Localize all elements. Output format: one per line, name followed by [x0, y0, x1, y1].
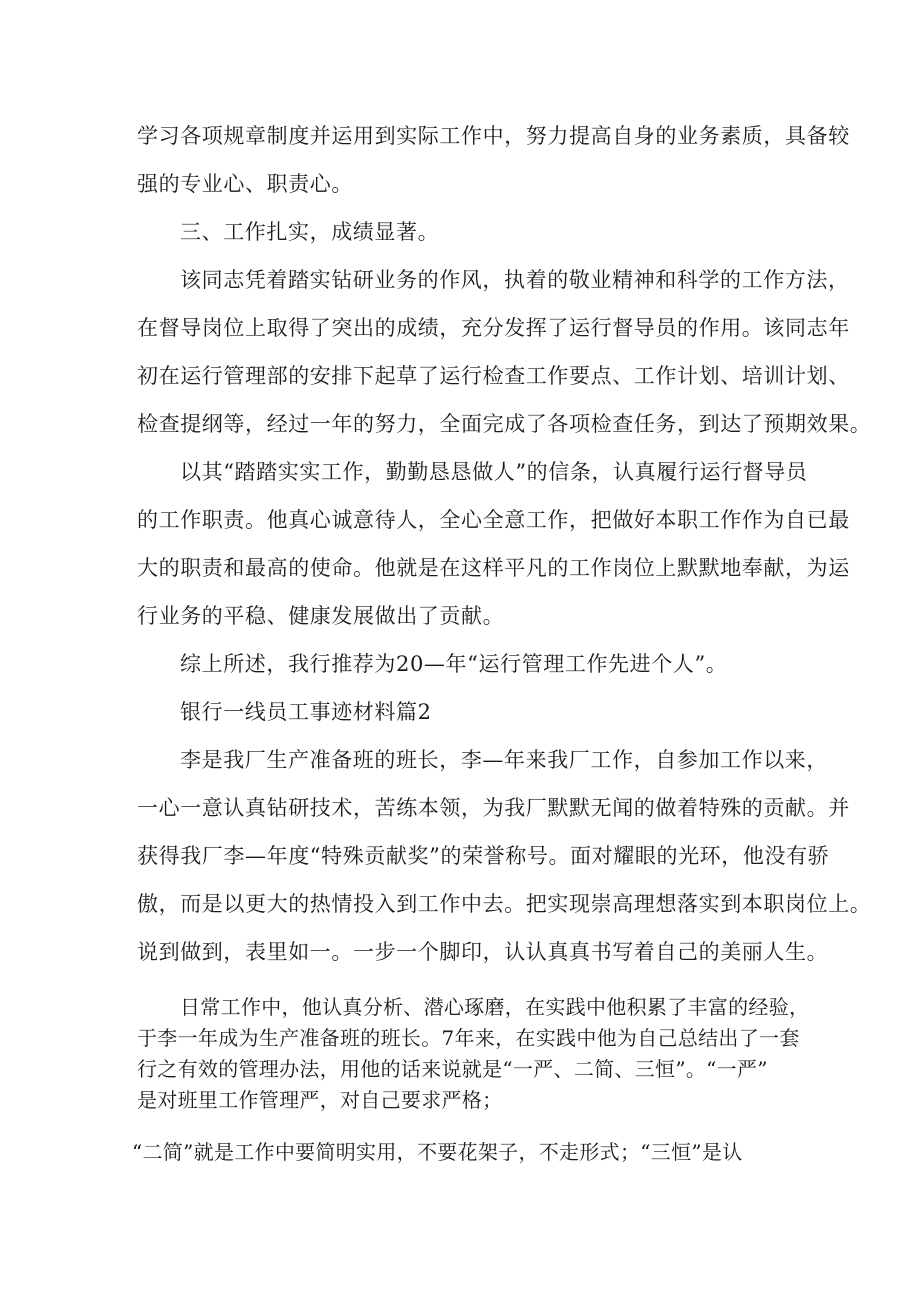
text-line: 傲，而是以更大的热情投入到工作中去。把实现崇高理想落实到本职岗位上。	[137, 892, 872, 916]
text-line: 日常工作中，他认真分析、潜心琢磨，在实践中他积累了丰富的经验，	[180, 995, 810, 1019]
text-line: 是对班里工作管理严，对自己要求严格；	[137, 1088, 503, 1112]
text-line: 的工作职责。他真心诚意待人，全心全意工作，把做好本职工作作为自已最	[137, 508, 850, 532]
text-line: 一心一意认真钻研技术，苦练本领，为我厂默默无闻的做着特殊的贡献。并	[137, 796, 850, 820]
text-line: 初在运行管理部的安排下起草了运行检查工作要点、工作计划、培训计划、	[137, 364, 850, 388]
text-line: 强的专业心、职责心。	[137, 172, 353, 196]
text-line: 大的职责和最高的使命。他就是在这样平凡的工作岗位上默默地奉献，为运	[137, 556, 850, 580]
text-line: 于李一年成为生产准备班的班长。7年来，在实践中他为自己总结出了一套	[137, 1026, 800, 1050]
section-title: 银行一线员工事迹材料篇2	[180, 700, 432, 724]
text-line: 李是我厂生产准备班的班长，李—年来我厂工作，自参加工作以来，	[180, 748, 828, 772]
text-line: “二简”就是工作中要简明实用，不要花架子，不走形式；“三恒”是认	[132, 1140, 743, 1164]
text-line: 以其“踏踏实实工作，勤勤恳恳做人”的信条，认真履行运行督导员	[180, 460, 808, 484]
text-line: 学习各项规章制度并运用到实际工作中，努力提高自身的业务素质，具备较	[137, 124, 850, 148]
text-line: 该同志凭着踏实钻研业务的作风，执着的敬业精神和科学的工作方法，	[180, 268, 850, 292]
text-line: 检查提纲等，经过一年的努力，全面完成了各项检查任务，到达了预期效果。	[137, 412, 872, 436]
text-line: 行业务的平稳、健康发展做出了贡献。	[137, 604, 505, 628]
text-line: 说到做到，表里如一。一步一个脚印，认认真真书写着自己的美丽人生。	[137, 940, 829, 964]
text-line: 综上所述，我行推荐为20—年“运行管理工作先进个人”。	[180, 652, 728, 676]
text-line: 在督导岗位上取得了突出的成绩，充分发挥了运行督导员的作用。该同志年	[137, 316, 850, 340]
text-line: 获得我厂李—年度“特殊贡献奖”的荣誉称号。面对耀眼的光环，他没有骄	[137, 844, 830, 868]
text-line: 行之有效的管理办法，用他的话来说就是“一严、二简、三恒”。“一严”	[137, 1057, 768, 1081]
section-heading: 三、工作扎实，成绩显著。	[180, 220, 440, 244]
